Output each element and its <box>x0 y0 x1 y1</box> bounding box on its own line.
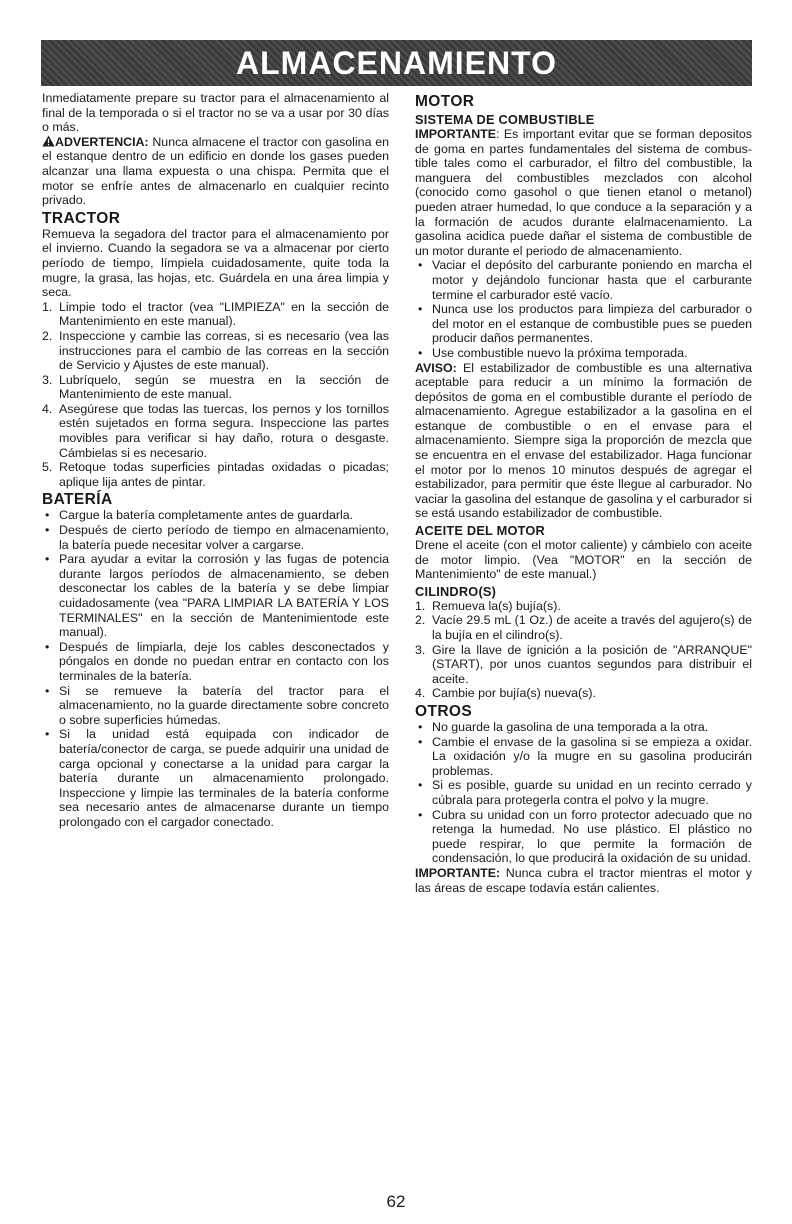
list-item <box>415 346 752 361</box>
importante2-paragraph <box>415 866 752 895</box>
item-text: No guarde la gasolina de una temporada a la otra. <box>432 719 709 734</box>
step-number: 2. <box>415 613 426 628</box>
combustible-heading: SISTEMA DE COMBUSTIBLE <box>415 112 595 127</box>
list-item <box>42 329 389 373</box>
item-text: Cargue la batería completamente antes de guardarla. <box>59 508 354 523</box>
step-text: Inspeccione y cambie las correas, si es necesario (vea las instrucciones para el cambio de las correas en la sección de Servicio y Ajustes de este manual). <box>59 328 389 373</box>
aceite-heading: ACEITE DEL MOTOR <box>415 523 545 539</box>
item-text: Use combustible nuevo la próxima temporada. <box>432 345 688 360</box>
cilindros-heading: CILINDRO(S) <box>415 583 497 599</box>
importante2-text: Nunca cubra el tractor mientras el motor y las áreas de escape todavía están calientes. <box>415 865 752 895</box>
step-number: 5. <box>42 460 53 475</box>
bullet: • <box>45 727 50 742</box>
list-item <box>42 640 389 684</box>
step-number: 4. <box>415 686 426 701</box>
aviso-text: El estabilizador de combustible es una alternativa aceptable para reducir a un mínimo la formación de depósitos de goma en el combustible durante el período de almacenamiento. Agregue estabilizador a la gasolina en el estanque de combustible o en el envase para el almacenamiento. Siempre siga la proporción de mezcla que se encuentra en el envase del estabilizador. Haga funcionar el motor por lo menos 10 minutos después de agregar el estabilizador, para permitir que éste llegue al carburador. No vaciar la gasolina del estanque de gasolina y el carburador si se está usando estabilizador de combustible. <box>415 360 752 521</box>
list-item <box>415 735 752 779</box>
item-text: Nunca use los productos para limpieza del carburador o del motor en el estanque de combustible pues se pueden producir daños permanentes. <box>432 302 752 346</box>
aviso-paragraph <box>415 361 752 522</box>
warning-paragraph <box>42 135 389 208</box>
step-number: 1. <box>415 598 426 613</box>
list-item <box>415 643 752 687</box>
list-item <box>42 402 389 460</box>
bullet: • <box>45 683 50 698</box>
list-item <box>415 808 752 866</box>
step-text: Gire la llave de ignición a la posición de "ARRANQUE" (START), por unos cuantos segundos para distribuir el aceite. <box>432 642 752 686</box>
list-item <box>415 778 752 807</box>
list-item <box>42 684 389 728</box>
importante-paragraph <box>415 127 752 258</box>
bullet: • <box>418 807 423 822</box>
tractor-paragraph: Remueva la segadora del tractor para el almacenamiento por el invierno. Cuando la segadora se va a almacenar por cierto período de tiempo, límpiela cuidadosamente, quite toda la mugre, la grasa, las hojas, etc. Guárdela en una área limpia y seca. <box>42 226 389 300</box>
step-number: 3. <box>415 642 426 657</box>
intro-paragraph: Inmediatamente prepare su tractor para el almacenamiento al final de la temporada o si el tractor no se va a usar por 30 días o más. <box>42 91 389 135</box>
item-text: Si la unidad está equipada con indicador de batería/conector de carga, se puede adquirir una unidad de carga opcional y conectarse a la unidad para cargar la batería durante un almacenamiento prolongado. Inspeccione y limpie las terminales de la batería conforme sea necesario antes de almacenarse durante un tiempo prolongado con el cargador conectado. <box>59 727 389 829</box>
step-text: Retoque todas superficies pintadas oxidadas o picadas; aplique lija antes de pintar. <box>59 460 389 489</box>
aviso-label: AVISO: <box>415 360 457 375</box>
list-item <box>42 523 389 552</box>
page-title: ALMACENAMIENTO <box>236 44 557 81</box>
step-number: 3. <box>42 372 53 387</box>
list-item <box>42 373 389 402</box>
bullet: • <box>418 778 423 793</box>
cilindros-steps-list <box>415 599 752 701</box>
right-column <box>415 91 752 895</box>
list-item <box>415 686 752 701</box>
list-item <box>42 460 389 489</box>
item-text: Cubra su unidad con un forro protector adecuado que no retenga la humedad. No use plástico. El plástico no puede respirar, lo que permite la formación de condensación, lo que producirá la oxidación de su unidad. <box>432 807 752 866</box>
item-text: Si se remueve la batería del tractor para el almacenamiento, no la guarde directamente sobre concreto o sobre superficies húmedas. <box>59 683 389 727</box>
importante2-label: IMPORTANTE: <box>415 865 501 880</box>
page-number: 62 <box>386 1192 406 1211</box>
list-item <box>42 552 389 640</box>
left-column <box>42 91 389 830</box>
list-item <box>415 599 752 614</box>
step-text: Vacíe 29.5 mL (1 Oz.) de aceite a través del agujero(s) de la bujía en el cilindro(s). <box>432 613 752 642</box>
item-text: Si es posible, guarde su unidad en un recinto cerrado y cúbrala para protegerla contra el polvo y la mugre. <box>432 778 752 807</box>
step-text: Lubríquelo, según se muestra en la sección de Mantenimiento de este manual. <box>59 372 389 402</box>
list-item <box>415 302 752 346</box>
tractor-heading: TRACTOR <box>42 209 121 227</box>
step-text: Asegúrese que todas las tuercas, los pernos y los tornillos estén sujetados en forma segura. Inspeccione las partes movibles para verificar si hay daño, rotura o desgaste. Cámbielas si es necesario. <box>59 401 389 460</box>
tractor-steps-list <box>42 300 389 490</box>
step-number: 2. <box>42 328 53 343</box>
bullet: • <box>45 508 50 523</box>
warning-triangle-icon <box>42 135 55 147</box>
item-text: Cambie el envase de la gasolina si se empieza a oxidar. La oxidación y/o la mugre en su gasolina producirán problemas. <box>432 734 752 778</box>
item-text: Después de limpiarla, deje los cables desconectados y póngalos en donde no puedan entrar en contacto con los terminales de la batería. <box>59 639 389 683</box>
step-text: Cambie por bujía(s) nueva(s). <box>432 686 596 701</box>
bullet: • <box>418 258 423 273</box>
list-item <box>42 508 389 523</box>
list-item <box>415 613 752 642</box>
step-text: Limpie todo el tractor (vea "LIMPIEZA" en la sección de Mantenimiento en este manual). <box>59 299 389 329</box>
step-number: 4. <box>42 401 53 416</box>
list-item <box>415 720 752 735</box>
bullet: • <box>418 302 423 317</box>
bullet: • <box>45 552 50 567</box>
bullet: • <box>418 719 423 734</box>
item-text: Después de cierto período de tiempo en almacenamiento, la batería puede necesitar volver a cargarse. <box>59 523 389 552</box>
list-item <box>42 727 389 829</box>
otros-list <box>415 720 752 866</box>
otros-heading: OTROS <box>415 702 473 720</box>
step-text: Remueva la(s) bujía(s). <box>432 598 561 613</box>
bateria-list <box>42 508 389 829</box>
list-item <box>42 300 389 329</box>
list-item <box>415 258 752 302</box>
bullet: • <box>418 345 423 360</box>
warning-text: Nunca almacene el tractor con gasolina en el estanque dentro de un edificio en donde los gases pueden alcanzar una llama expuesta o una chispa. Permita que el motor se enfríe antes de almacenarlo en cualquier recinto privado. <box>42 134 389 208</box>
importante-label: IMPORTANTE <box>415 127 496 141</box>
aceite-paragraph: Drene el aceite (con el motor caliente) y cámbielo con aceite de motor limpio. (Vea "MOTOR" en la sección de Mantenimiento" de este manual.) <box>415 538 752 582</box>
step-number: 1. <box>42 299 53 314</box>
item-text: Vaciar el depósito del carburante poniendo en marcha el motor y dejándolo funcionar hasta que el carburante termine el carburador esté vacío. <box>432 258 752 302</box>
bullet: • <box>418 734 423 749</box>
importante-text: : Es important evitar que se forman depositos de goma en partes fundamentales del sistema de combus-tible tales como el carburador, el filtro del combustible, la manguera del combustibles mezclados con alcohol (conocido como gasohol o que tienen etanol o metanol) pueden atraer humedad, lo que conduce a la separación y a la formación de acudos durante elalmacenamiento. La gasolina acidica puede dañar el sistema de combustible de un motor durante el periodo de almacenamiento. <box>415 127 752 258</box>
warning-label: ADVERTENCIA: <box>55 134 149 149</box>
bateria-heading: BATERÍA <box>42 491 113 509</box>
bullet: • <box>45 639 50 654</box>
bullet: • <box>45 523 50 538</box>
item-text: Para ayudar a evitar la corrosión y las fugas de potencia durante largos períodos de almacenamiento, se deben desconectar los cables de la batería y se debe limpiar cuidadosamente (vea "PARA LIMPIAR LA BATERÍA Y LOS TERMINALES" en la sección de Mantenimientode este manual). <box>59 552 389 640</box>
motor-heading: MOTOR <box>415 93 475 110</box>
section-banner <box>41 40 752 86</box>
combustible-list <box>415 258 752 360</box>
